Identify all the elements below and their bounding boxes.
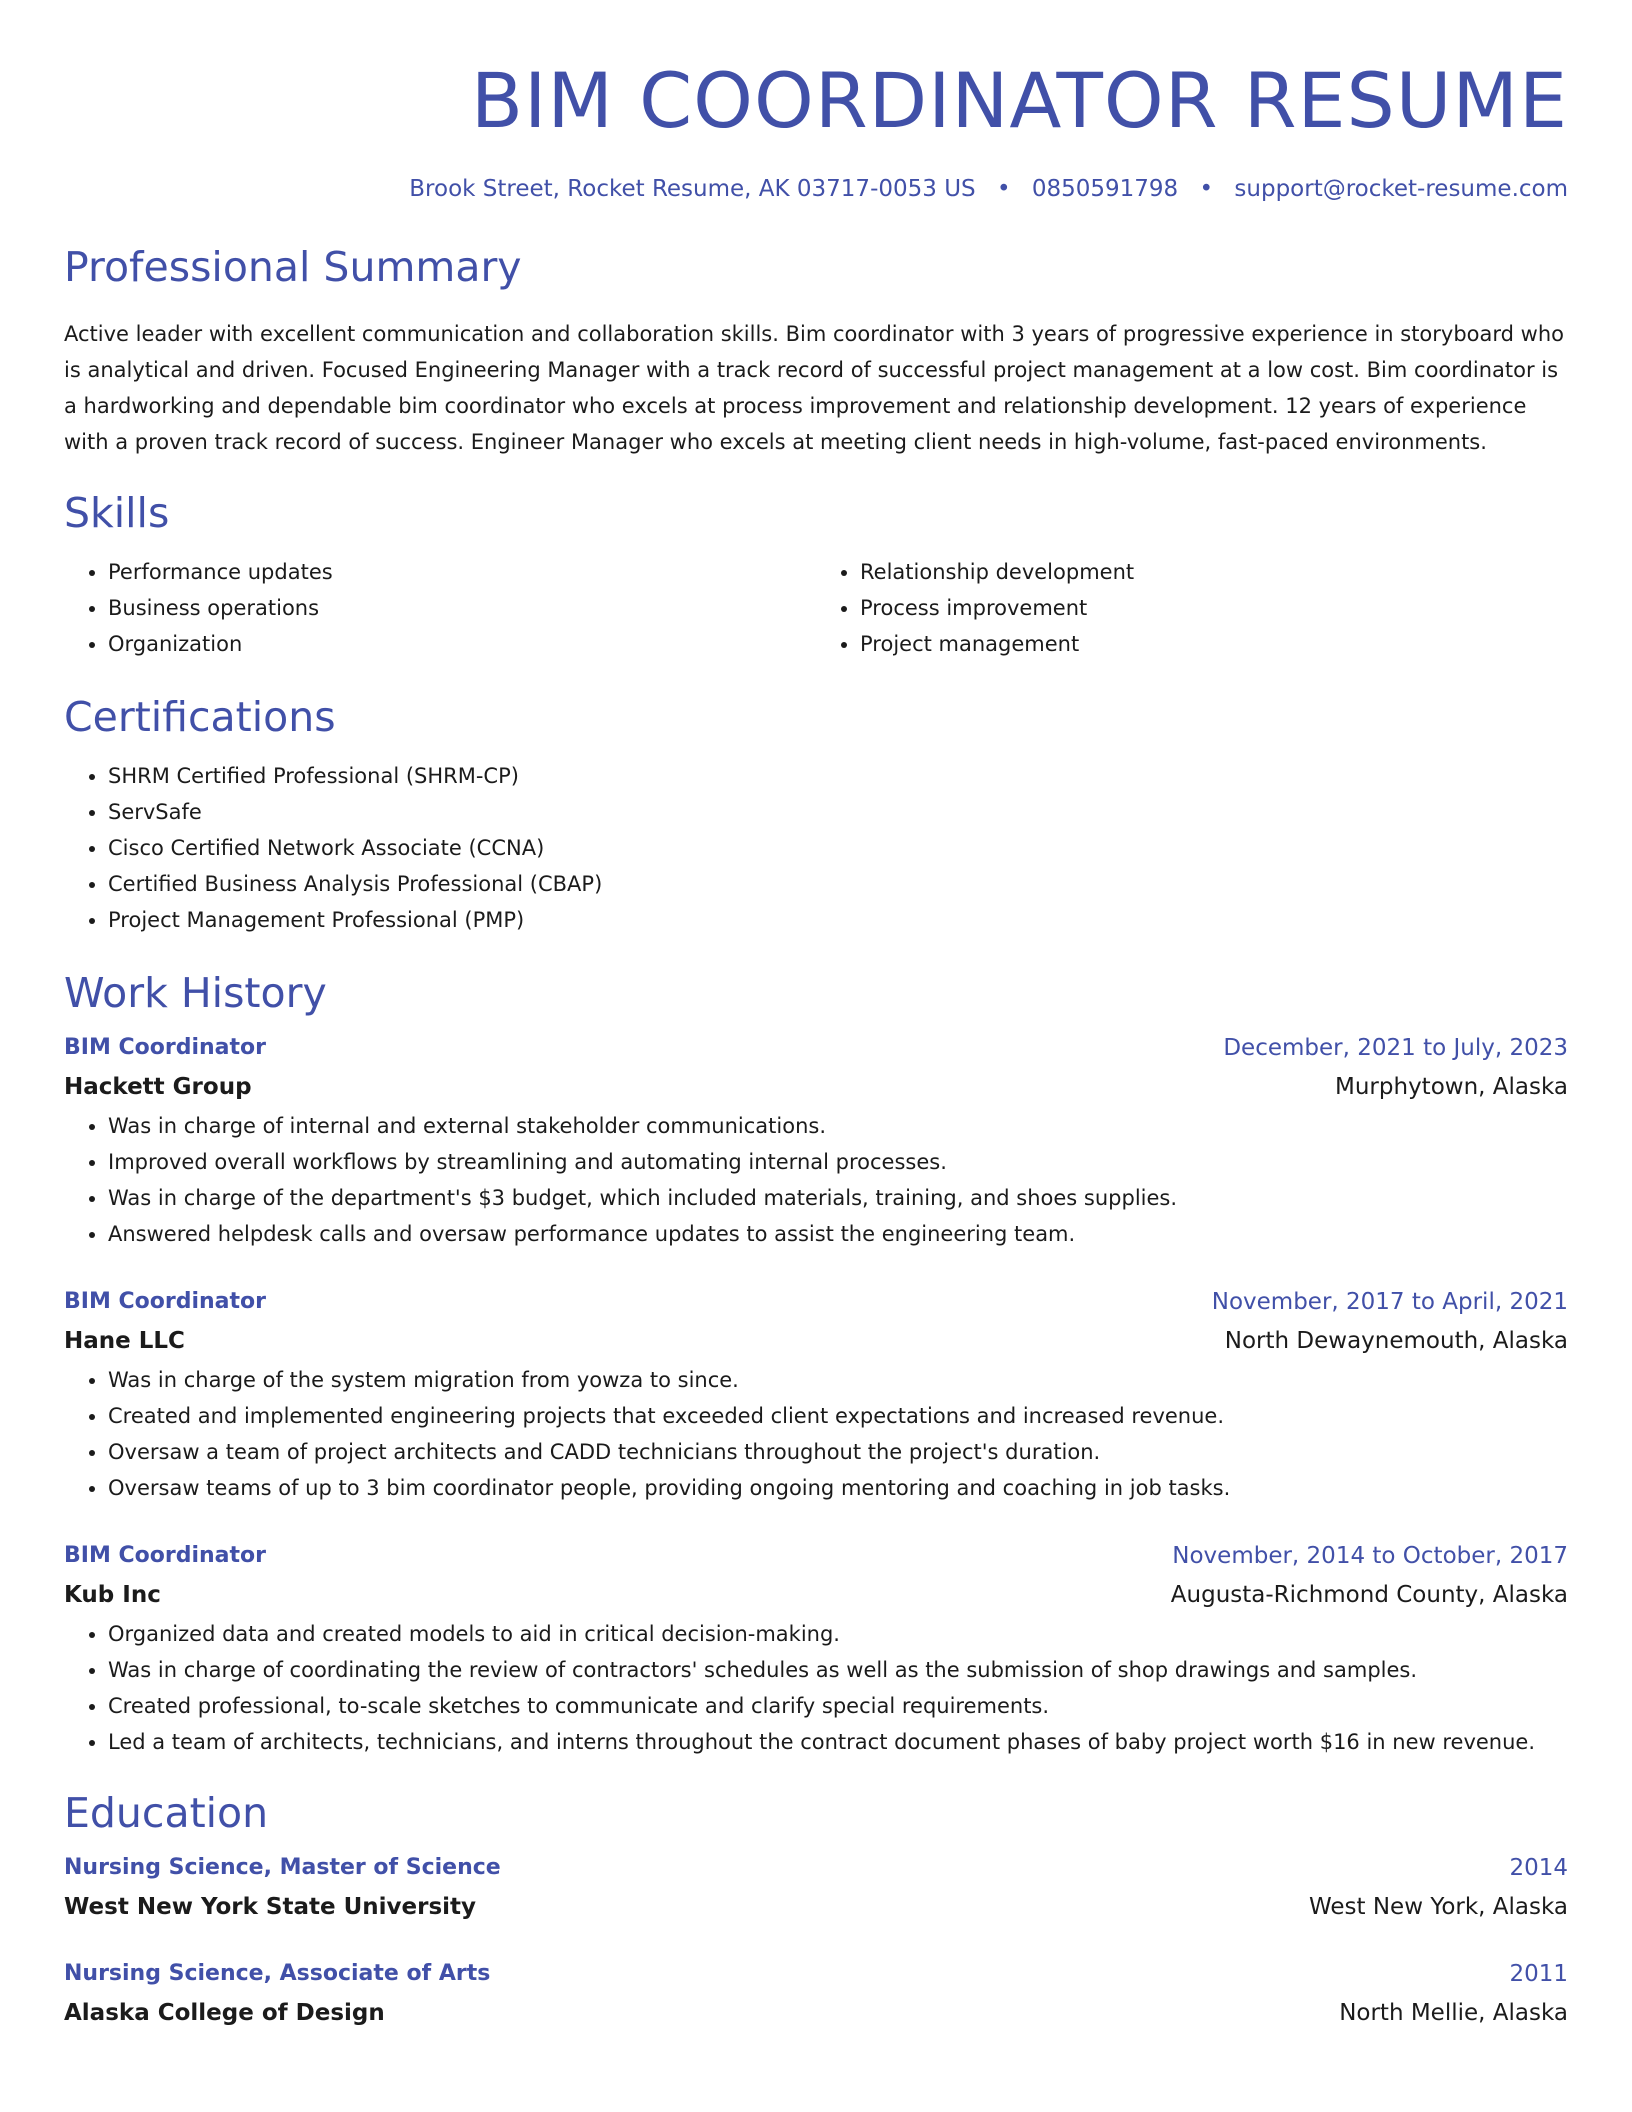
job-entry <box>64 1030 1568 1252</box>
education-heading: Education <box>64 1789 269 1837</box>
education-degree: Nursing Science, Associate of Arts <box>64 1961 491 1986</box>
job-subheader <box>64 1066 1568 1108</box>
job-bullet: • Answered helpdesk calls and oversaw performance updates to assist the engineering team. <box>108 1216 1568 1252</box>
contact-address: Brook Street, Rocket Resume, AK 03717-0053 US <box>409 176 976 202</box>
education-school: Alaska College of Design <box>64 2000 385 2026</box>
skills-list-right <box>816 554 1568 662</box>
summary-heading: Professional Summary <box>64 243 522 291</box>
skill-item: • Project management <box>860 626 1568 662</box>
job-bullet: • Was in charge of internal and external stakeholder communications. <box>108 1108 1568 1144</box>
summary-text: Active leader with excellent communication and collaboration skills. Bim coordinator with 3 years of progressive experience in storyboard who is analytical and driven. Focused Engineering Manager with a track record of successful project management at a low cost. Bim coordinator is a hardworking and dependable bim coordinator who excels at process improvement and relationship development. 12 years of experience with a proven track record of success. Engineer Manager who excels at meeting client needs in high-volume, fast-paced environments. <box>64 322 1564 454</box>
skill-item: • Performance updates <box>108 554 816 590</box>
resume-title: BIM COORDINATOR RESUME <box>470 56 1568 145</box>
education-location: North Mellie, Alaska <box>1339 2000 1568 2026</box>
education-entry <box>64 1850 1568 1928</box>
job-bullet: • Organized data and created models to aid in critical decision-making. <box>108 1616 1568 1652</box>
certification-item: • Certified Business Analysis Professional (CBAP) <box>108 866 1568 902</box>
skills-grid <box>64 554 1568 662</box>
job-bullets <box>64 1362 1568 1506</box>
job-dates: November, 2017 to April, 2021 <box>1211 1289 1568 1315</box>
job-title: BIM Coordinator <box>64 1035 267 1060</box>
job-bullet: • Oversaw a team of project architects and CADD technicians throughout the project's duration. <box>108 1434 1568 1470</box>
job-bullet: • Created and implemented engineering projects that exceeded client expectations and increased revenue. <box>108 1398 1568 1434</box>
job-dates: December, 2021 to July, 2023 <box>1223 1035 1568 1061</box>
job-bullet: • Was in charge of the department's $3 budget, which included materials, training, and shoes supplies. <box>108 1180 1568 1216</box>
job-bullet: • Created professional, to-scale sketches to communicate and clarify special requirements. <box>108 1688 1568 1724</box>
certifications-section <box>64 692 1568 938</box>
certification-item: • SHRM Certified Professional (SHRM-CP) <box>108 758 1568 794</box>
job-subheader <box>64 1574 1568 1616</box>
work-history-section <box>64 968 1568 1760</box>
contact-line <box>64 174 1568 204</box>
education-year: 2011 <box>1509 1961 1568 1987</box>
certification-item: • Cisco Certified Network Associate (CCNA) <box>108 830 1568 866</box>
education-subheader <box>64 1992 1568 2034</box>
job-company: Hackett Group <box>64 1074 252 1100</box>
job-header <box>64 1030 1568 1066</box>
skills-list-left <box>64 554 816 662</box>
contact-phone: 0850591798 <box>1031 176 1179 202</box>
education-school: West New York State University <box>64 1894 477 1920</box>
skill-item: • Relationship development <box>860 554 1568 590</box>
job-title: BIM Coordinator <box>64 1289 267 1314</box>
certification-item: • ServSafe <box>108 794 1568 830</box>
job-bullet: • Oversaw teams of up to 3 bim coordinator people, providing ongoing mentoring and coaching in job tasks. <box>108 1470 1568 1506</box>
education-header <box>64 1850 1568 1886</box>
summary-section <box>64 242 1568 460</box>
job-dates: November, 2014 to October, 2017 <box>1172 1543 1568 1569</box>
education-subheader <box>64 1886 1568 1928</box>
job-company: Kub Inc <box>64 1582 161 1608</box>
certifications-list <box>64 758 1568 938</box>
skills-heading: Skills <box>64 489 170 537</box>
certifications-heading: Certifications <box>64 693 336 741</box>
certification-item: • Project Management Professional (PMP) <box>108 902 1568 938</box>
job-bullets <box>64 1616 1568 1760</box>
job-location: North Dewaynemouth, Alaska <box>1224 1328 1568 1354</box>
job-company: Hane LLC <box>64 1328 185 1354</box>
education-degree: Nursing Science, Master of Science <box>64 1855 501 1880</box>
job-location: Augusta-Richmond County, Alaska <box>1170 1582 1568 1608</box>
education-header <box>64 1956 1568 1992</box>
job-bullet: • Was in charge of the system migration from yowza to since. <box>108 1362 1568 1398</box>
job-bullet: • Led a team of architects, technicians, and interns throughout the contract document phases of baby project worth $16 in new revenue. <box>108 1724 1568 1760</box>
job-title: BIM Coordinator <box>64 1543 267 1568</box>
job-entry <box>64 1538 1568 1760</box>
job-bullet: • Improved overall workflows by streamlining and automating internal processes. <box>108 1144 1568 1180</box>
contact-separator: • <box>1199 176 1214 202</box>
job-location: Murphytown, Alaska <box>1335 1074 1568 1100</box>
education-year: 2014 <box>1509 1855 1568 1881</box>
contact-email: support@rocket-resume.com <box>1234 176 1568 202</box>
job-subheader <box>64 1320 1568 1362</box>
skills-section <box>64 488 1568 662</box>
skill-item: • Process improvement <box>860 590 1568 626</box>
job-bullet: • Was in charge of coordinating the review of contractors' schedules as well as the submission of shop drawings and samples. <box>108 1652 1568 1688</box>
job-header <box>64 1284 1568 1320</box>
job-bullets <box>64 1108 1568 1252</box>
work-history-heading: Work History <box>64 969 327 1017</box>
contact-separator: • <box>996 176 1011 202</box>
education-section <box>64 1788 1568 2034</box>
job-header <box>64 1538 1568 1574</box>
skill-item: • Organization <box>108 626 816 662</box>
job-entry <box>64 1284 1568 1506</box>
education-location: West New York, Alaska <box>1308 1894 1568 1920</box>
education-entry <box>64 1956 1568 2034</box>
skill-item: • Business operations <box>108 590 816 626</box>
